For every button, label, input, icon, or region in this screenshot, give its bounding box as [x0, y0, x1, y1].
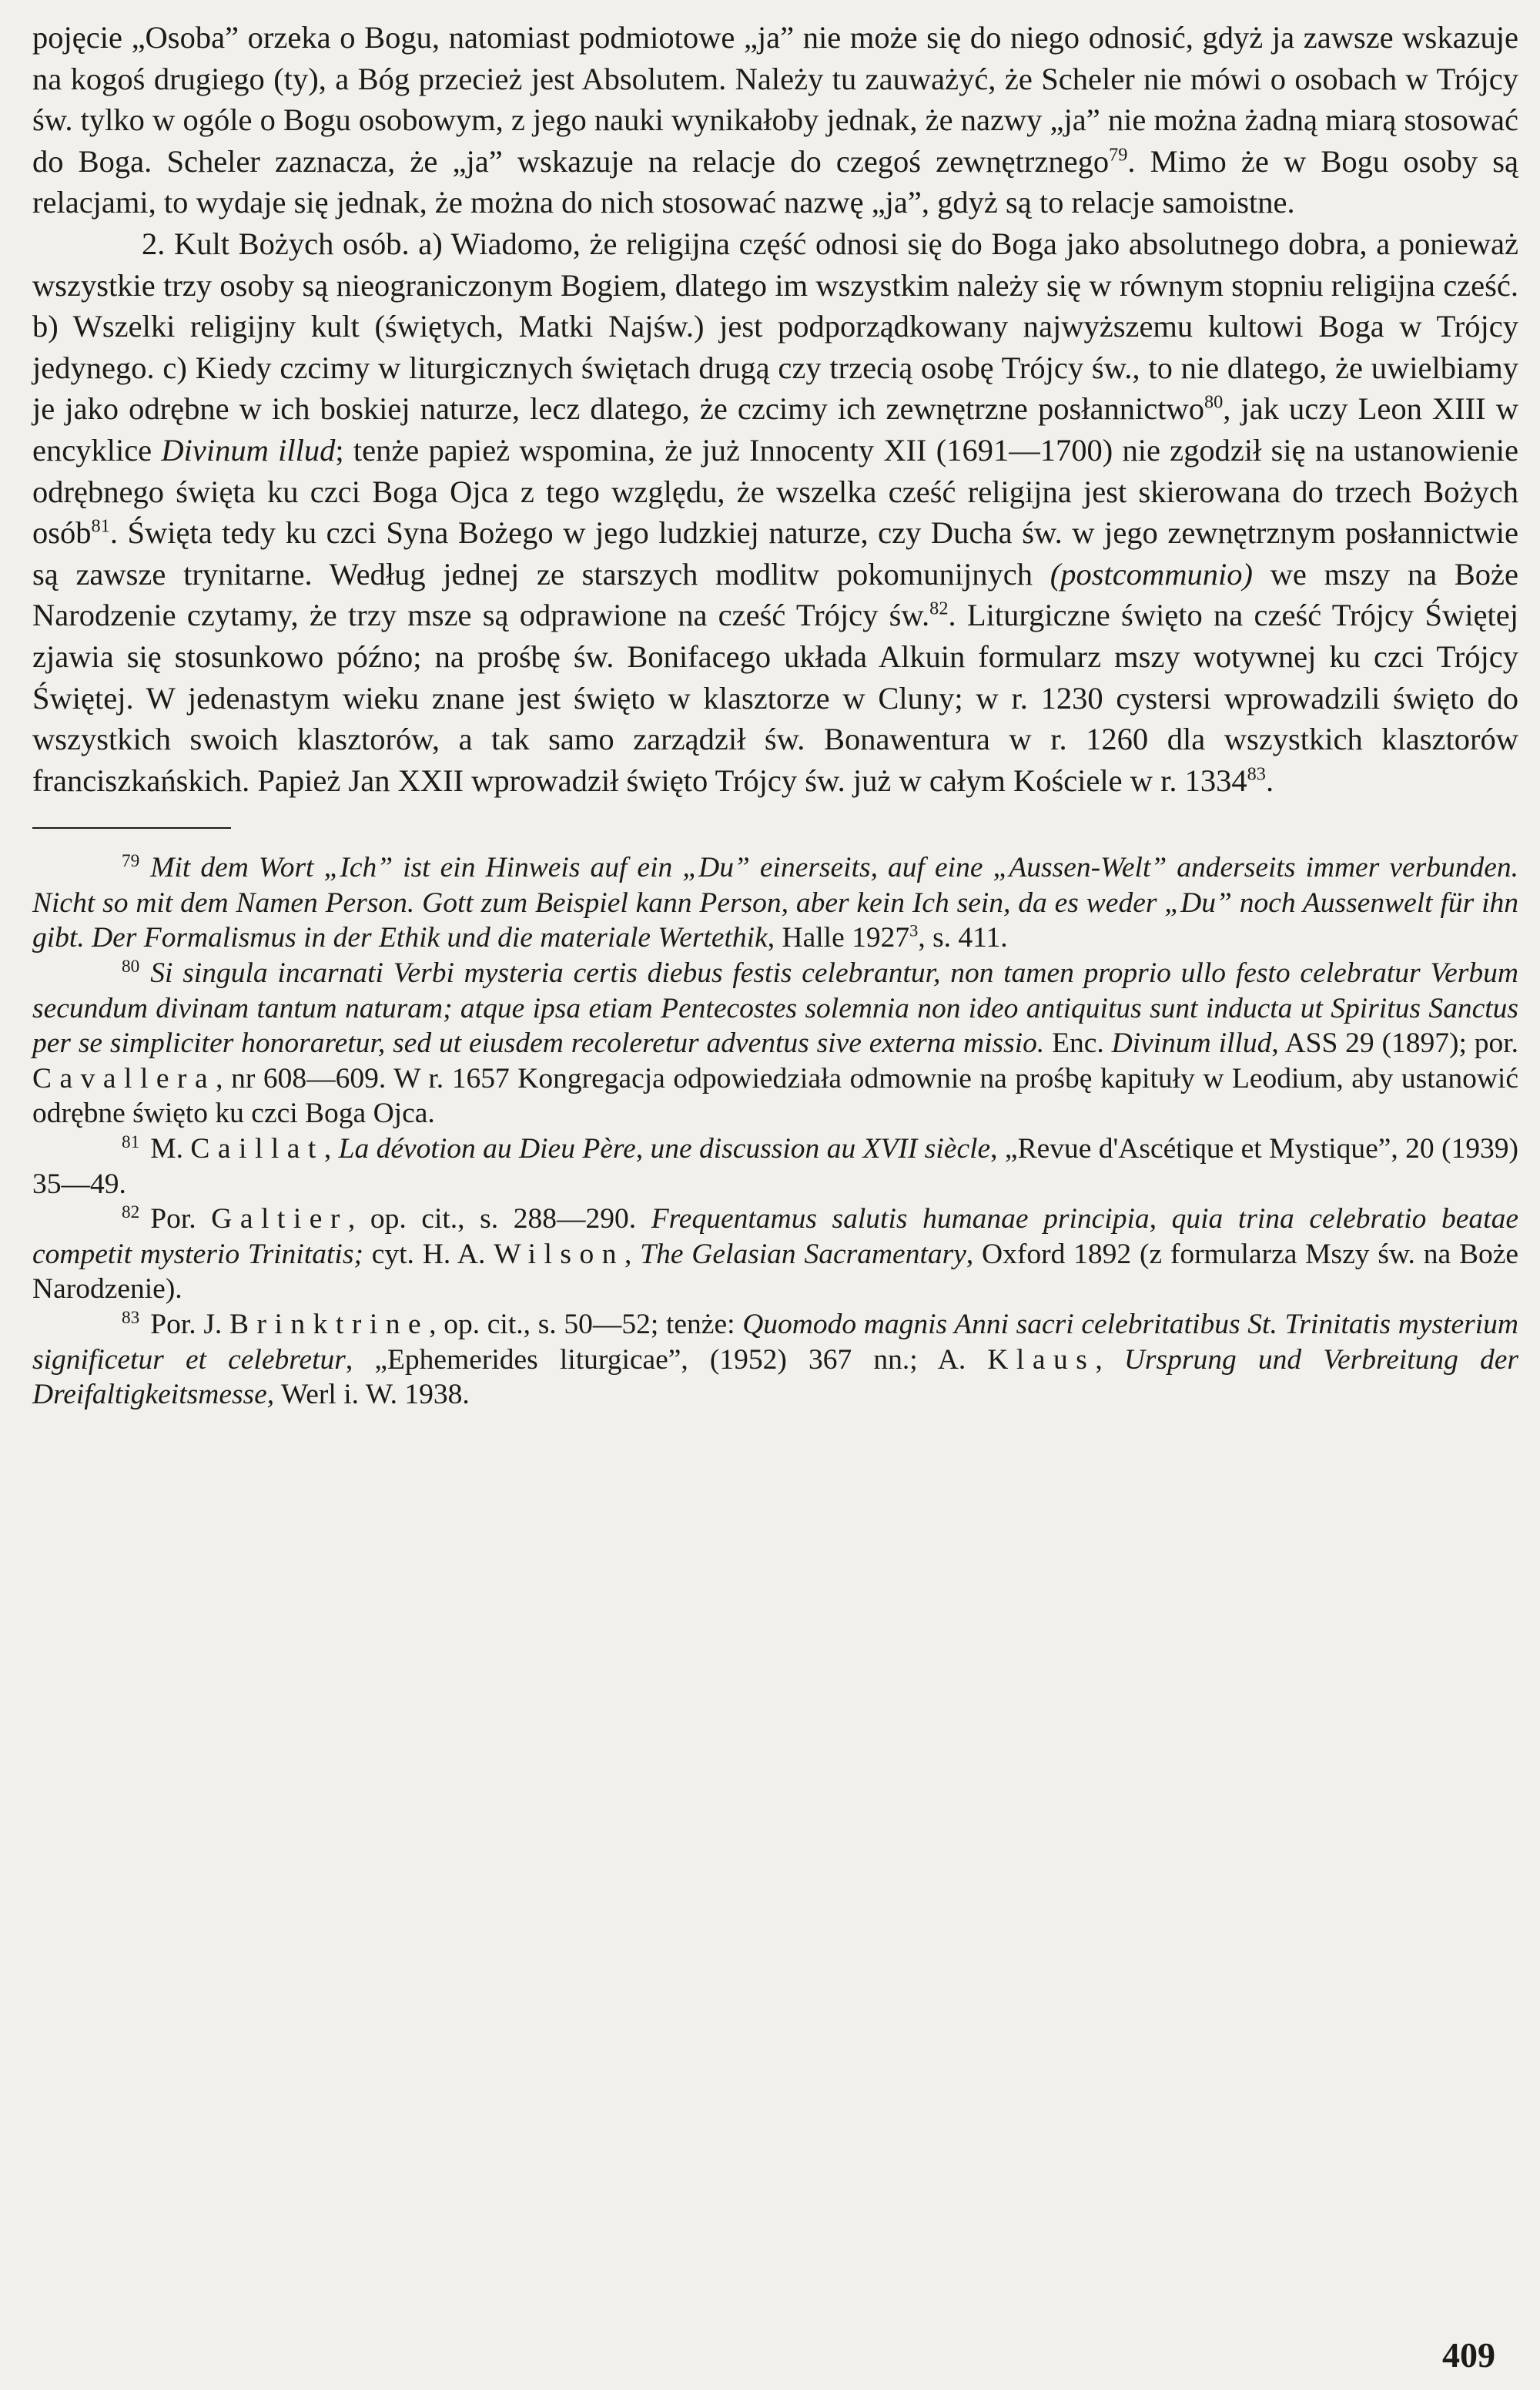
text-run: Por. [150, 1203, 212, 1235]
italic-term: (postcommunio) [1050, 556, 1253, 592]
footnote-number: 82 [122, 1202, 140, 1222]
text-run: pojęcie „Osoba” orzeka o Bogu, natomiast podmiotowe „ja” nie może się do niego odnosić, gdyż ja zawsze wskazuje na kogoś drugiego (ty), a Bóg przecież jest Absolutem. Należy tu zauważyć, że Scheler nie mówi o osobach w Trójcy św. tylko w ogóle o Bogu osobowym, z jego nauki wynikałoby jednak, że nazwy „ja” nie można żadną miarą stosować do Boga. Scheler zaznacza, że „ja” wskazuje na relacje do czegoś zewnętrznego [32, 20, 1518, 179]
footnote-83 [32, 1307, 1518, 1413]
footnote-ref-80: 80 [1204, 391, 1224, 413]
text-run: , s. 411. [918, 922, 1008, 954]
footnote-79 [32, 850, 1518, 956]
italic-title: La dévotion au Dieu Père, une discussion au XVII siècle [338, 1133, 991, 1165]
text-run: , [624, 1238, 641, 1270]
text-run: ; tenże papież wspomina, że już Innocenty XII (1691—1700) nie zgodził się na ustanowienie odrębnego święta ku czci Boga Ojca z tego względu, że wszelka cześć religijna jest skierowana do trzech Bożych osób [32, 432, 1518, 551]
footnote-number: 79 [122, 850, 140, 871]
footnote-ref-82: 82 [929, 598, 949, 619]
text-run: . [1265, 763, 1274, 798]
spaced-author: Brinktrine [229, 1309, 430, 1340]
italic-title: Divinum illud [1111, 1027, 1272, 1060]
italic-title: Quomodo magnis Anni sacri celebritatibus St. Trinitatis mysterium significetur et celebretur [32, 1309, 1518, 1376]
italic-title: Ursprung und Verbreitung der Dreifaltigkeitsmesse, [32, 1343, 1518, 1411]
spaced-author: Cavallera [32, 1062, 216, 1094]
book-page [32, 17, 1518, 2382]
spaced-author: Galtier [211, 1203, 348, 1235]
footnote-number: 83 [122, 1307, 140, 1328]
footnote-81 [32, 1131, 1518, 1202]
edition-superscript: 3 [909, 920, 919, 940]
main-text [32, 17, 1518, 801]
text-run: Werl i. W. 1938. [274, 1379, 470, 1411]
text-run: , ASS 29 (1897); por. [1271, 1027, 1518, 1060]
text-run: , [323, 1133, 339, 1165]
spaced-author: Wilson [494, 1238, 625, 1270]
text-run: . Mimo że w Bogu osoby są relacjami, to wydaje się jednak, że można do nich stosować nazwę „ja”, gdyż są to relacje samoistne. [32, 143, 1518, 220]
italic-title: Divinum illud [161, 432, 336, 468]
italic-quote: Frequentamus salutis humanae principia, quia trina celebratio beatae competit mysterio Trinitatis; [32, 1203, 1518, 1270]
text-run: , Halle 1927 [767, 922, 910, 954]
paragraph-2 [32, 223, 1518, 801]
text-run: M. [150, 1133, 191, 1165]
footnote-ref-79: 79 [1109, 144, 1128, 166]
footnote-divider [32, 827, 231, 829]
spaced-author: Caillat [190, 1133, 324, 1165]
text-run: , op. cit., s. 50—52; tenże: [429, 1309, 743, 1340]
footnote-82 [32, 1202, 1518, 1307]
text-run: , op. cit., s. 288—290. [347, 1203, 651, 1235]
paragraph-1 [32, 17, 1518, 223]
italic-quote: Mit dem Wort „Ich” ist ein Hinweis auf ein „Du” einerseits, auf eine „Aussen-Welt” anderseits immer verbunden. Nicht so mit dem Namen Person. Gott zum Beispiel kann Person, aber kein Ich sein, da es weder „Du” noch Aussenwelt für ihn gibt. Der Formalismus in der Ethik und die materiale Wertethik [32, 852, 1518, 954]
text-run: Por. J. [150, 1309, 230, 1340]
text-run: , [1095, 1343, 1124, 1376]
text-run: , jak uczy Leon XIII w encyklice [32, 391, 1518, 468]
italic-quote: Si singula incarnati Verbi mysteria certis diebus festis celebrantur, non tamen proprio ullo festo celebratur Verbum secundum divinam tantum naturam; atque ipsa etiam Pentecostes solemnia non ideo antiquitus sunt inducta ut Spiritus Sanctus per se simpliciter honoraretur, sed ut eiusdem recoleretur adventus sive externa missio. [32, 957, 1518, 1060]
footnote-ref-81: 81 [91, 515, 110, 537]
spaced-author: Klaus [987, 1343, 1096, 1376]
text-run: . Święta tedy ku czci Syna Bożego w jego ludzkiej naturze, czy Ducha św. w jego zewnętrznym posłannictwie są zawsze trynitarne. Według jednej ze starszych modlitw pokomunijnych [32, 515, 1518, 592]
footnote-number: 80 [122, 956, 140, 977]
text-run: , „Revue d'Ascétique et Mystique”, 20 (1939) 35—49. [32, 1133, 1519, 1200]
text-run: cyt. H. A. [363, 1238, 494, 1270]
text-run: . Liturgiczne święto na cześć Trójcy Świętej zjawia się stosunkowo późno; na prośbę św. Bonifacego układa Alkuin formularz mszy wotywnej ku czci Trójcy Świętej. W jedenastym wieku znane jest święto w klasztorze w Cluny; w r. 1230 cystersi wprowadzili święto do wszystkich swoich klasztorów, a tak samo zarządził św. Bonawentura w r. 1260 dla wszystkich klasztorów franciszkańskich. Papież Jan XXII wprowadził święto Trójcy św. już w całym Kościele w r. 1334 [32, 598, 1518, 798]
italic-title: The Gelasian Sacramentary [640, 1238, 966, 1270]
footnotes [32, 850, 1518, 1413]
text-run: , nr 608—609. W r. 1657 Kongregacja odpowiedziała odmownie na prośbę kapituły w Leodium, aby ustanowić odrębne święto ku czci Boga Ojca. [32, 1062, 1518, 1130]
text-run: , Oxford 1892 (z formularza Mszy św. na Boże Narodzenie). [32, 1238, 1518, 1306]
footnote-ref-83: 83 [1247, 763, 1266, 785]
page-number: 409 [1442, 2335, 1495, 2375]
text-run: Enc. [1044, 1027, 1112, 1060]
text-run: 2. Kult Bożych osób. a) Wiadomo, że religijna część odnosi się do Boga jako absolutnego dobra, a ponieważ wszystkie trzy osoby są nieograniczonym Bogiem, dlatego im wszystkim należy się w równym stopniu religijna cześć. b) Wszelki religijny kult (świętych, Matki Najśw.) jest podporządkowany najwyższemu kultowi Boga w Trójcy jedynego. c) Kiedy czcimy w liturgicznych świętach drugą czy trzecią osobę Trójcy św., to nie dlatego, że uwielbiamy je jako odrębne w ich boskiej naturze, lecz dlatego, że czcimy ich zewnętrzne posłannictwo [32, 226, 1518, 427]
text-run: , „Ephemerides liturgicae”, (1952) 367 nn.; A. [345, 1343, 988, 1376]
footnote-number: 81 [122, 1131, 140, 1152]
text-run: we mszy na Boże Narodzenie czytamy, że trzy msze są odprawione na cześć Trójcy św. [32, 556, 1518, 633]
footnote-80 [32, 956, 1518, 1131]
